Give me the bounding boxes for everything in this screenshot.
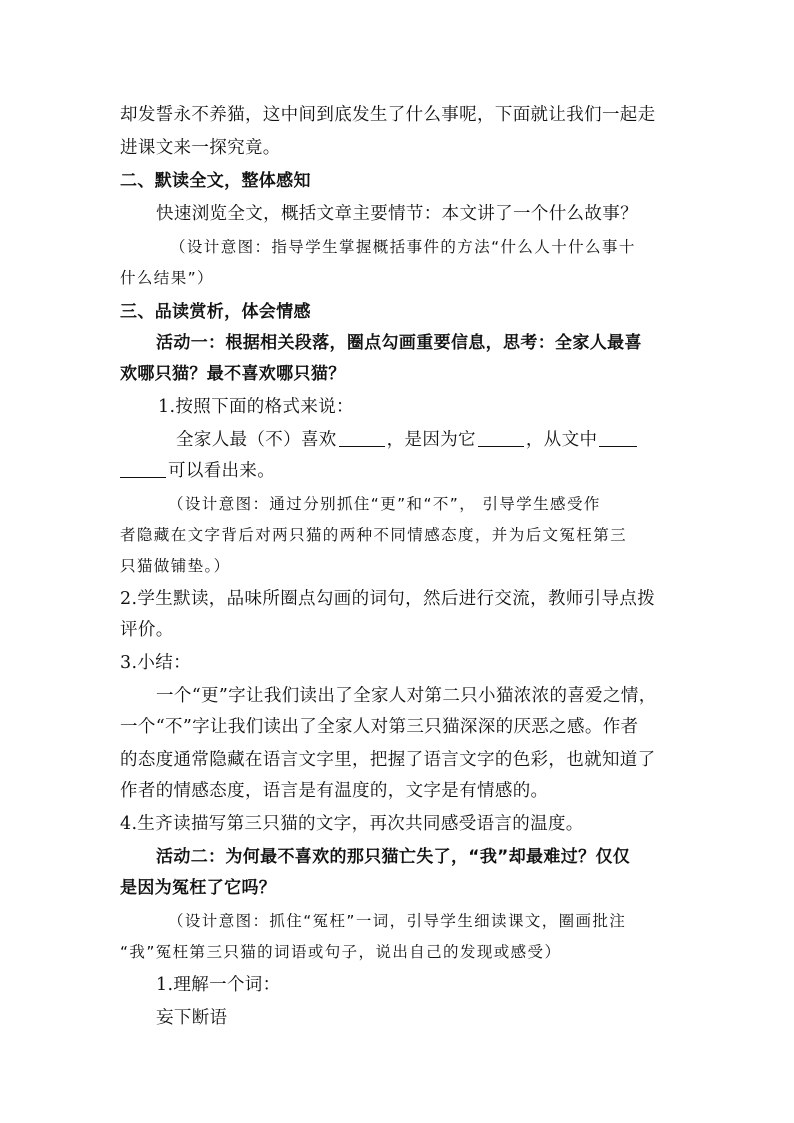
fill-in-blank[interactable] bbox=[599, 428, 637, 447]
paragraph-line: 一个“更”字让我们读出了全家人对第二只小猫浓浓的喜爱之情， bbox=[156, 686, 657, 706]
list-item: 评价。 bbox=[120, 620, 174, 640]
paragraph-line: 却发誓永不养猫，这中间到底发生了什么事呢，下面就让我们一起走 bbox=[120, 105, 656, 125]
activity-heading: 欢哪只猫？最不喜欢哪只猫？ bbox=[120, 364, 346, 384]
paragraph-line: 妄下断语 bbox=[156, 1008, 228, 1028]
list-item: 2.学生默读，品味所圈点勾画的词句，然后进行交流，教师引导点拨 bbox=[120, 589, 656, 609]
fill-in-text: 全家人最（不）喜欢 bbox=[176, 430, 337, 450]
fill-in-text: ，从文中 bbox=[525, 430, 598, 450]
design-note-line: 只猫做铺垫。） bbox=[120, 557, 231, 575]
fill-in-sentence-cont bbox=[120, 456, 275, 486]
design-note-line: （设计意图：通过分别抓住“更”和“不”， 引导学生感受作 bbox=[168, 495, 601, 513]
activity-heading: 活动一：根据相关段落，圈点勾画重要信息，思考：全家人最喜 bbox=[156, 333, 642, 353]
fill-in-blank[interactable] bbox=[478, 428, 524, 447]
paragraph-line: 作者的情感态度，语言是有温度的，文字是有情感的。 bbox=[120, 781, 549, 801]
list-item: 3.小结： bbox=[120, 653, 191, 673]
activity-heading: 活动二：为何最不喜欢的那只猫亡失了，“我”却最难过？仅仅 bbox=[156, 847, 631, 867]
paragraph-line: 快速浏览全文，概括文章主要情节：本文讲了一个什么故事？ bbox=[156, 204, 638, 224]
list-item: 1.按照下面的格式来说： bbox=[158, 397, 354, 417]
design-note-line: 者隐藏在文字背后对两只猫的两种不同情感态度，并为后文冤枉第三 bbox=[120, 526, 628, 544]
paragraph-line: 进课文来一探究竟。 bbox=[120, 138, 281, 158]
design-note-line: “我”冤枉第三只猫的词语或句子，说出自己的发现或感受） bbox=[120, 943, 562, 961]
paragraph-line: 的态度通常隐藏在语言文字里，把握了语言文字的色彩，也就知道了 bbox=[120, 750, 656, 770]
list-item: 4.生齐读描写第三只猫的文字，再次共同感受语言的温度。 bbox=[120, 814, 584, 834]
fill-in-blank[interactable] bbox=[120, 459, 166, 478]
paragraph-line: 一个“不”字让我们读出了全家人对第三只猫深深的厌恶之感。作者 bbox=[120, 717, 639, 737]
activity-heading: 是因为冤枉了它吗？ bbox=[120, 878, 277, 898]
fill-in-blank[interactable] bbox=[339, 428, 385, 447]
fill-in-sentence bbox=[176, 425, 639, 455]
section-heading: 二、默读全文，整体感知 bbox=[120, 171, 311, 191]
fill-in-text: ，是因为它 bbox=[386, 430, 476, 450]
design-note-line: 什么结果”） bbox=[120, 269, 214, 287]
fill-in-text: 可以看出来。 bbox=[168, 461, 276, 481]
design-note-line: （设计意图：抓住“冤枉”一词，引导学生细读课文，圈画批注 bbox=[168, 912, 627, 930]
section-heading: 三、品读赏析，体会情感 bbox=[120, 302, 311, 322]
list-item: 1.理解一个词： bbox=[156, 975, 281, 995]
design-note-line: （设计意图：指导学生掌握概括事件的方法“什么人十什么事十 bbox=[170, 238, 636, 256]
